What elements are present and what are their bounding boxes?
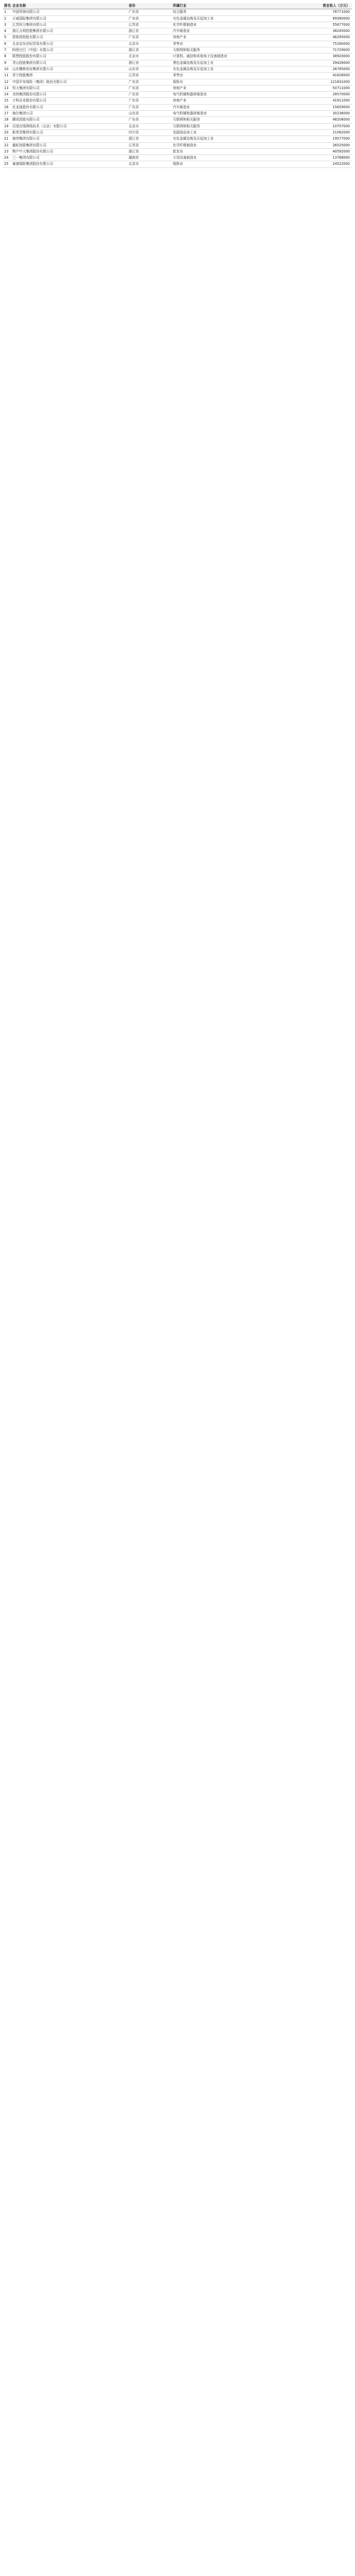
cell-industry: 汽车制造业: [173, 29, 190, 33]
cell-rank: 10: [4, 66, 9, 71]
cell-industry: 电气机械和器材制造业: [173, 92, 207, 97]
cell-province: 浙江省: [129, 48, 139, 53]
cell-rank: 21: [4, 137, 9, 141]
cell-rank: 25: [4, 162, 9, 166]
cell-company: 盛虹控股集团有限公司: [12, 143, 46, 147]
cell-company: 海尔集团公司: [12, 111, 33, 116]
cell-province: 广东省: [129, 79, 139, 84]
cell-rank: 19: [4, 124, 9, 128]
table-body: [3, 9, 352, 167]
table-row: [3, 136, 352, 142]
cell-province: 江苏省: [129, 143, 139, 147]
cell-rank: 18: [4, 117, 9, 122]
cell-province: 广东省: [129, 105, 139, 109]
cell-rank: 15: [4, 98, 9, 103]
header-company: 企业名称: [12, 4, 26, 8]
table-row: [3, 66, 352, 73]
cell-industry: 黑色金属冶炼及压延加工业: [173, 60, 214, 65]
cell-company: 百度在线网络技术（北京）有限公司: [12, 124, 67, 128]
cell-revenue: 41911000: [332, 98, 350, 103]
table-row: [3, 79, 352, 86]
cell-province: 广东省: [129, 86, 139, 90]
cell-industry: 有色金属冶炼及压延加工业: [173, 137, 214, 141]
cell-company: 中国华润有限公司: [12, 10, 40, 14]
cell-industry: 保险业: [173, 162, 183, 166]
cell-province: 四川省: [129, 130, 139, 134]
cell-province: 广东省: [129, 98, 139, 103]
cell-company: 新希望集团有限公司: [12, 130, 43, 134]
cell-industry: 专用设备制造业: [173, 156, 197, 160]
cell-province: 浙江省: [129, 149, 139, 154]
cell-revenue: 41626000: [332, 73, 350, 78]
cell-rank: 20: [4, 130, 9, 134]
table-row: [3, 143, 352, 149]
cell-company: 泰康保险集团股份有限公司: [12, 162, 54, 166]
cell-revenue: 38920000: [332, 54, 350, 59]
cell-revenue: 30236000: [332, 111, 350, 116]
cell-industry: 互联网和相关服务: [173, 117, 200, 122]
table-row: [3, 47, 352, 54]
cell-company: 联想控股股份有限公司: [12, 54, 46, 59]
cell-revenue: 10707000: [332, 124, 350, 128]
cell-revenue: 29426000: [332, 60, 350, 65]
cell-company: 浙江吉利控股集团有限公司: [12, 29, 54, 33]
cell-province: 湖南省: [129, 156, 139, 160]
cell-industry: 互联网和相关服务: [173, 124, 200, 128]
table-row: [3, 130, 352, 136]
table-row: [3, 92, 352, 98]
cell-revenue: 26525000: [332, 143, 350, 147]
cell-industry: 互联网和相关服务: [173, 48, 200, 53]
table-row: [3, 35, 352, 41]
cell-revenue: 21062000: [332, 130, 350, 134]
table-row: [3, 54, 352, 60]
cell-province: 浙江省: [129, 29, 139, 33]
cell-company: 美的集团股份有限公司: [12, 92, 46, 97]
cell-revenue: 46285000: [332, 35, 350, 40]
cell-industry: 农副食品加工业: [173, 130, 197, 134]
cell-company: 北京京东世纪贸易有限公司: [12, 41, 54, 46]
cell-rank: 16: [4, 105, 9, 109]
cell-industry: 零售业: [173, 41, 183, 46]
cell-province: 浙江省: [129, 137, 139, 141]
cell-rank: 22: [4, 143, 9, 147]
cell-company: 腾讯控股有限公司: [12, 117, 40, 122]
cell-company: 比亚迪股份有限公司: [12, 105, 43, 109]
cell-revenue: 69380000: [332, 16, 350, 21]
cell-rank: 13: [4, 86, 9, 90]
cell-province: 广东省: [129, 10, 139, 14]
cell-revenue: 36245000: [332, 29, 350, 33]
cell-revenue: 15659000: [332, 105, 350, 109]
cell-rank: 6: [4, 41, 7, 46]
cell-industry: 化学纤维制造业: [173, 143, 197, 147]
cell-rank: 3: [4, 22, 7, 27]
cell-company: 中国平安保险（集团）股份有限公司: [12, 79, 67, 84]
header-revenue: 营业收入（万元）: [323, 4, 350, 8]
table-header: [3, 3, 352, 9]
table-row: [3, 73, 352, 79]
cell-province: 广东省: [129, 117, 139, 122]
table-row: [3, 155, 352, 161]
cell-company: 正威国际集团有限公司: [12, 16, 46, 21]
cell-industry: 保险业: [173, 79, 183, 84]
cell-revenue: 19577000: [332, 137, 350, 141]
cell-industry: 有色金属冶炼及压延加工业: [173, 66, 214, 71]
cell-rank: 24: [4, 156, 9, 160]
cell-revenue: 71729000: [332, 48, 350, 53]
cell-revenue: 75160000: [332, 41, 350, 46]
table-row: [3, 60, 352, 66]
cell-revenue: 24522000: [332, 162, 350, 166]
cell-rank: 1: [4, 10, 7, 14]
cell-industry: 房地产业: [173, 98, 187, 103]
cell-rank: 17: [4, 111, 9, 116]
cell-company: 万科企业股份有限公司: [12, 98, 46, 103]
cell-rank: 9: [4, 60, 7, 65]
cell-company: 阿里巴巴（中国）有限公司: [12, 48, 54, 53]
table-row: [3, 41, 352, 47]
table-row: [3, 117, 352, 123]
cell-province: 北京市: [129, 54, 139, 59]
cell-province: 广东省: [129, 35, 139, 40]
table-row: [3, 111, 352, 117]
cell-industry: 化学纤维制造业: [173, 22, 197, 27]
table-row: [3, 124, 352, 130]
header-rank: 排名: [4, 4, 11, 8]
cell-province: 江苏省: [129, 73, 139, 78]
cell-province: 江苏省: [129, 22, 139, 27]
cell-revenue: 55677000: [332, 22, 350, 27]
company-ranking-table: [3, 3, 352, 168]
cell-rank: 5: [4, 35, 7, 40]
cell-revenue: 28570000: [332, 92, 350, 97]
cell-company: 苏宁控股集团: [12, 73, 33, 78]
cell-revenue: 13768000: [332, 156, 350, 160]
cell-revenue: 48206000: [332, 117, 350, 122]
table-row: [3, 22, 352, 28]
cell-company: 物产中大集团股份有限公司: [12, 149, 54, 154]
table-row: [3, 28, 352, 35]
cell-industry: 批发业: [173, 149, 183, 154]
cell-company: 三一集团有限公司: [12, 156, 40, 160]
cell-province: 山东省: [129, 66, 139, 71]
header-province: 省份: [129, 4, 136, 8]
cell-province: 北京市: [129, 162, 139, 166]
cell-company: 山东魏桥创业集团有限公司: [12, 66, 54, 71]
cell-province: 北京市: [129, 41, 139, 46]
cell-company: 青山控股集团有限公司: [12, 60, 46, 65]
cell-province: 浙江省: [129, 60, 139, 65]
cell-rank: 4: [4, 29, 7, 33]
cell-company: 海亮集团有限公司: [12, 137, 40, 141]
cell-province: 广东省: [129, 16, 139, 21]
table-row: [3, 161, 352, 167]
cell-rank: 7: [4, 48, 7, 53]
cell-province: 山东省: [129, 111, 139, 116]
cell-revenue: 40592000: [332, 149, 350, 154]
table-row: [3, 105, 352, 111]
cell-rank: 2: [4, 16, 7, 21]
cell-revenue: 50711000: [332, 86, 350, 90]
cell-revenue: 26785000: [332, 66, 350, 71]
table-row: [3, 16, 352, 22]
cell-province: 广东省: [129, 92, 139, 97]
cell-industry: 电气机械和器材制造业: [173, 111, 207, 116]
cell-rank: 14: [4, 92, 9, 97]
cell-industry: 汽车制造业: [173, 105, 190, 109]
cell-company: 碧桂园控股有限公司: [12, 35, 43, 40]
cell-industry: 计算机、通信和其他电子设备制造业: [173, 54, 227, 59]
cell-industry: 综合服务: [173, 10, 187, 14]
table-row: [3, 9, 352, 15]
cell-revenue: 76771000: [332, 10, 350, 14]
cell-industry: 零售业: [173, 73, 183, 78]
cell-rank: 8: [4, 54, 7, 59]
cell-rank: 12: [4, 79, 9, 84]
cell-industry: 有色金属冶炼及压延加工业: [173, 16, 214, 21]
cell-company: 恒大集团有限公司: [12, 86, 40, 90]
cell-rank: 11: [4, 73, 9, 78]
table-row: [3, 98, 352, 104]
table-row: [3, 149, 352, 155]
cell-revenue: 121831000: [330, 79, 350, 84]
cell-rank: 23: [4, 149, 9, 154]
cell-industry: 房地产业: [173, 35, 187, 40]
header-industry: 所属行业: [173, 4, 187, 8]
cell-company: 江苏恒力集团有限公司: [12, 22, 46, 27]
cell-province: 北京市: [129, 124, 139, 128]
table-row: [3, 86, 352, 92]
cell-industry: 房地产业: [173, 86, 187, 90]
